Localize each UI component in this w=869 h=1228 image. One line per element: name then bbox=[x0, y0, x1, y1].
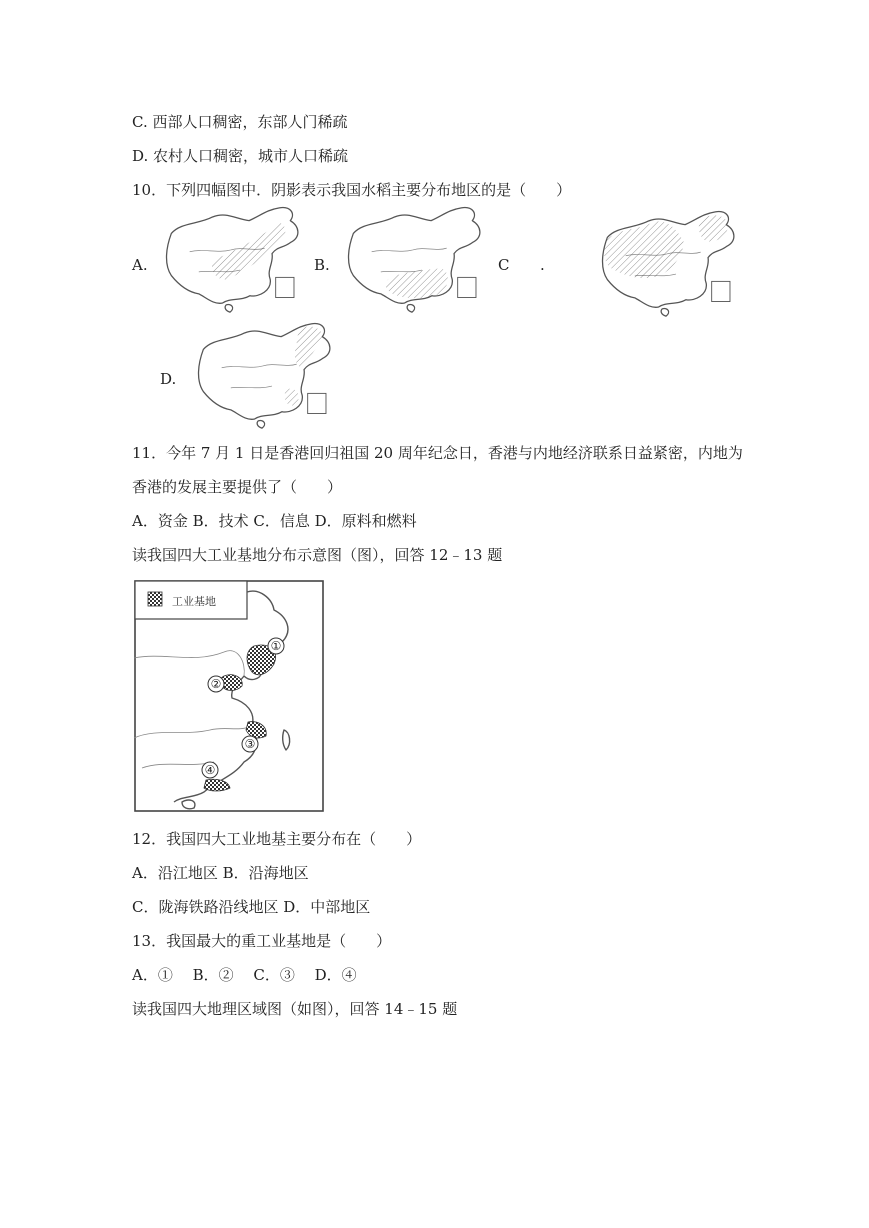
q10-map-a bbox=[156, 206, 302, 314]
q9-option-c: C. 西部人口稠密，东部人门稀疏 bbox=[132, 113, 348, 131]
intro-14-15: 读我国四大地理区域图（如图），回答 14﹣15 题 bbox=[132, 1000, 458, 1018]
marker-3: ③ bbox=[244, 737, 256, 751]
q10-label-c-dot: . bbox=[540, 256, 545, 274]
industry-base-map bbox=[134, 580, 324, 812]
q11-options: A．资金 B．技术 C．信息 D．原料和燃料 bbox=[132, 512, 417, 530]
q13-options: A．① B．② C．③ D．④ bbox=[132, 966, 357, 984]
intro-12-13: 读我国四大工业基地分布示意图（图），回答 12﹣13 题 bbox=[132, 546, 503, 564]
legend-checker-icon bbox=[148, 592, 162, 606]
q10-map-d bbox=[188, 322, 334, 430]
q10-label-b: B. bbox=[314, 256, 330, 274]
q13-stem: 13．我国最大的重工业基地是（ ） bbox=[132, 932, 392, 950]
q9-option-d: D. 农村人口稠密，城市人口稀疏 bbox=[132, 147, 349, 165]
q12-options-line1: A．沿江地区 B．沿海地区 bbox=[132, 864, 309, 882]
q10-label-a: A. bbox=[132, 256, 148, 274]
marker-2: ② bbox=[210, 677, 222, 691]
q10-stem: 10．下列四幅图中．阴影表示我国水稻主要分布地区的是（ ） bbox=[132, 181, 572, 199]
q10-label-d: D. bbox=[160, 370, 177, 388]
q10-map-c bbox=[592, 210, 738, 318]
q10-map-b bbox=[338, 206, 484, 314]
q11-stem-line1: 11．今年 7 月 1 日是香港回归祖国 20 周年纪念日，香港与内地经济联系日益紧密，内地为 bbox=[132, 444, 743, 462]
q11-stem-line2: 香港的发展主要提供了（ ） bbox=[132, 478, 343, 496]
q10-label-c: C bbox=[498, 256, 510, 274]
q12-options-line2: C．陇海铁路沿线地区 D．中部地区 bbox=[132, 898, 371, 916]
marker-4: ④ bbox=[204, 763, 216, 777]
marker-1: ① bbox=[270, 639, 282, 653]
legend-text: 工业基地 bbox=[172, 595, 216, 608]
q12-stem: 12．我国四大工业地基主要分布在（ ） bbox=[132, 830, 422, 848]
